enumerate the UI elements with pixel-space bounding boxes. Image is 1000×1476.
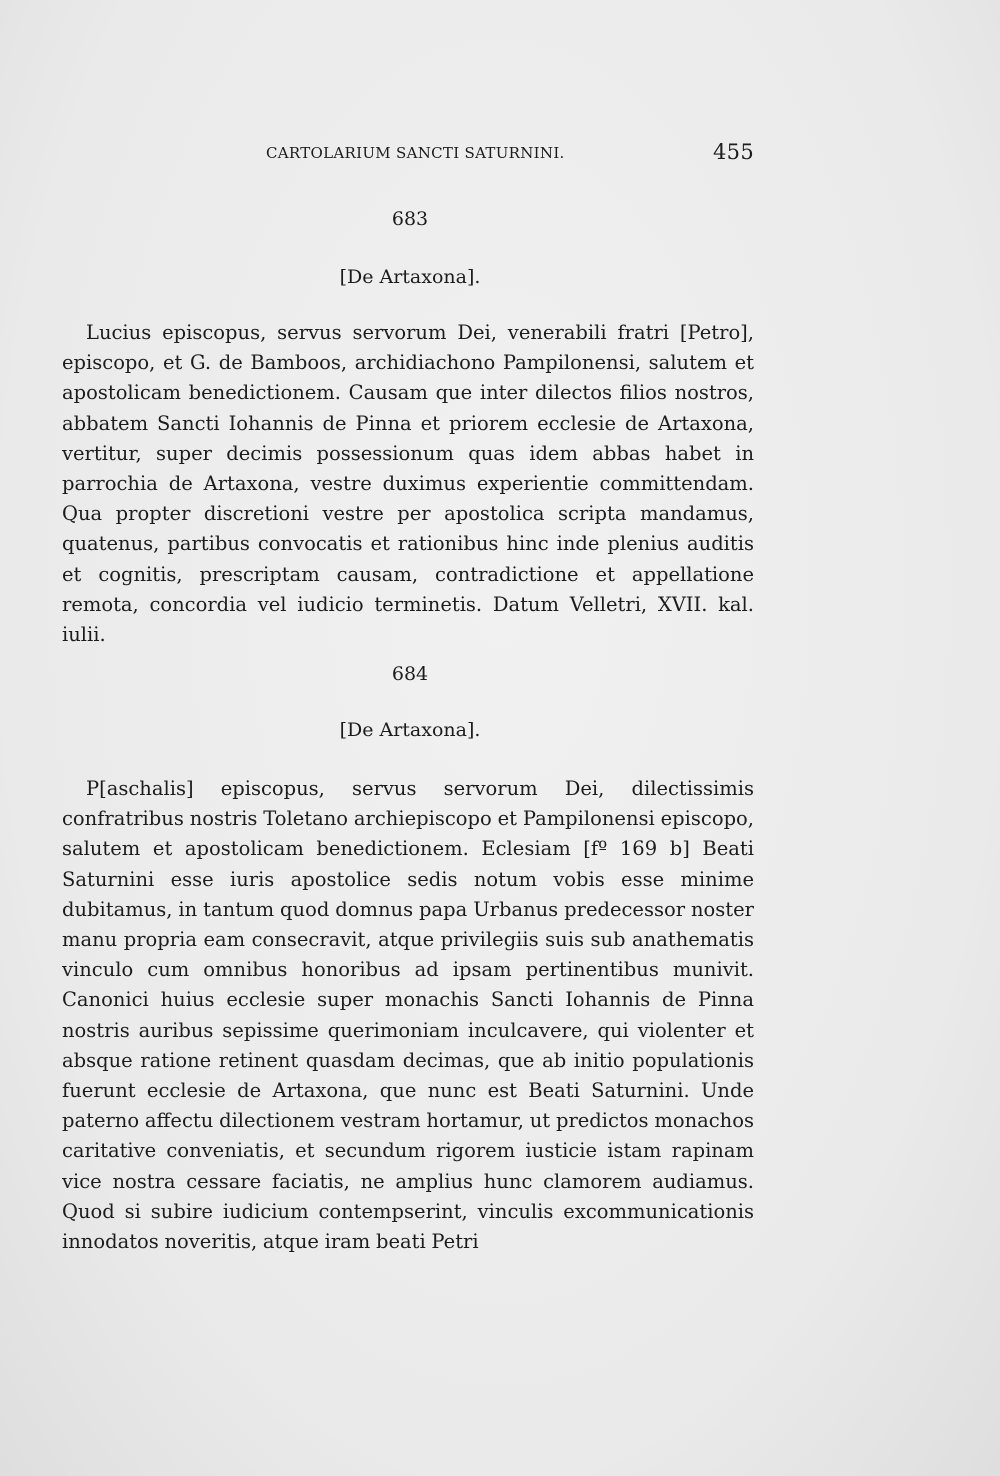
page-number: 455 [713,140,754,164]
document-number: 684 [391,663,429,685]
document-title: [De Artaxona]. [339,266,481,288]
running-head [262,142,754,166]
document-body-text: P[aschalis] episcopus, servus servorum Dei, dilectissimis confratribus nostris Toletano archiepiscopo et Pampilonensi episcopo, salutem et apostolicam benedictionem. Eclesiam [fº 169 b] Beati Saturnini esse iuris apostolice sedis notum vobis esse minime dubitamus, in tantum quod domnus papa Urbanus predecessor noster manu propria eam consecravit, atque privilegiis suis sub anathematis vinculo cum omnibus honoribus ad ipsam pertinentibus munivit. Canonici huius ecclesie super monachis Sancti Iohannis de Pinna nostris auribus sepissime querimoniam inculcavere, qui violenter et absque ratione retinent quasdam decimas, que ab initio populationis fuerunt ecclesie de Artaxona, que nunc est Beati Saturnini. Unde paterno affectu dilectionem vestram hortamur, ut predictos monachos caritative conveniatis, et secundum rigorem iusticie istam rapinam vice nostra cessare faciatis, ne amplius hunc clamorem audiamus. Quod si subire iudicium contempserint, vinculis excommunicationis innodatos noveritis, atque iram beati Petri [62,777,754,1254]
running-title: CARTOLARIUM SANCTI SATURNINI. [266,144,565,162]
document-body-text: Lucius episcopus, servus servorum Dei, venerabili fratri [Petro], episcopo, et G. de Bamboos, archidiachono Pampilonensi, salutem et apostolicam benedictionem. Causam que inter dilectos filios nostros, abbatem Sancti Iohannis de Pinna et priorem ecclesie de Artaxona, vertitur, super decimis possessionum quas idem abbas habet in parrochia de Artaxona, vestre duximus experientie committendam. Qua propter discretioni vestre per apostolica scripta mandamus, quatenus, partibus convocatis et rationibus hinc inde plenius auditis et cognitis, prescriptam causam, contradictione et appellatione remota, concordia vel iudicio terminetis. Datum Velletri, XVII. kal. iulii. [62,321,754,647]
document-number: 683 [391,208,429,230]
document-title: [De Artaxona]. [339,719,481,741]
